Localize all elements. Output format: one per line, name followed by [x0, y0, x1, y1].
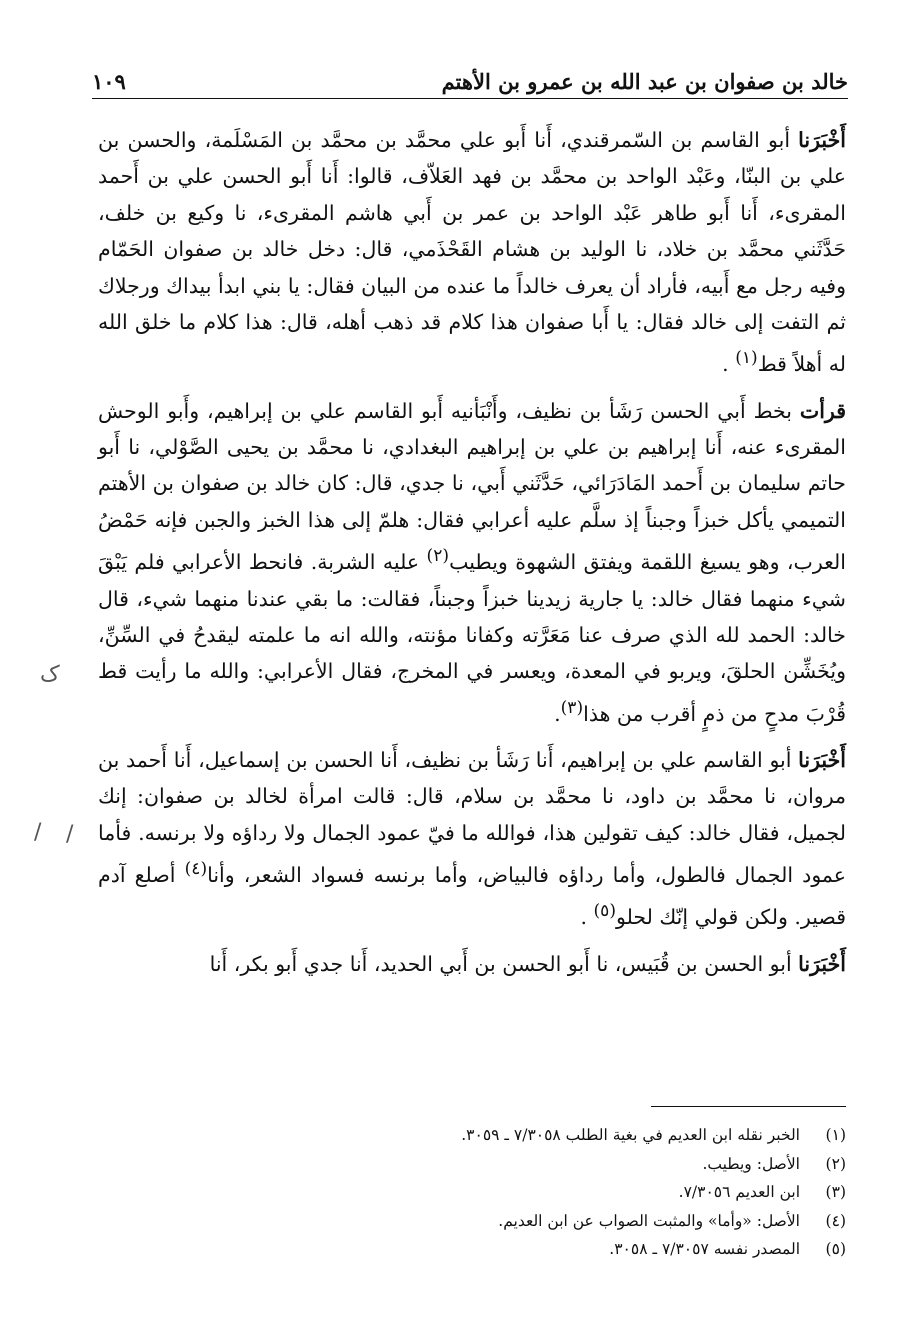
- page-header: [92, 58, 848, 99]
- paragraph-text: أبو القاسم علي بن إبراهيم، أَنا رَشَأ بن نظيف، أَنا الحسن بن إسماعيل، أَنا أَحمد بن مروان، نا محمَّد بن داود، نا محمَّد بن سلام، قال: قالت امرأة لخالد بن صفوان: إنك لجميل، فقال خالد: كيف تقولين هذا، فوالله ما فيّ عمود الجمال ولا رداؤه ولا برنسه. فأما عمود الجمال فالطول، وأما رداؤه فالبياض، وأما برنسه فسواد الشعر، وأنا: [98, 747, 846, 888]
- footnote-item: [98, 1207, 846, 1236]
- footnote-text: الخبر نقله ابن العديم في بغية الطلب ٧/٣٠٥٨ ـ ٣٠٥٩.: [461, 1126, 800, 1144]
- paragraph-text: بخط أَبي الحسن رَشَأ بن نظيف، وأَنْبَأنيه أَبو القاسم علي بن إبراهيم، وأَبو الوحش المقرىء عنه، أَنا إبراهيم بن علي بن إبراهيم البغدادي، نا محمَّد بن يحيى الصَّوْلي، نا أَبو حاتم سليمان بن أَحمد المَادَرَائي، حَدَّثَني أَبي، نا جدي، قال: كان خالد بن صفوان بن الأهتم التميمي يأكل خبزاً وجبناً إذ سلَّم عليه أعرابي فقال: هلمّ إلى هذا الخبز والجبن فإنه حَمْضُ العرب، وهو يسيغ اللقمة ويفتق الشهوة ويطيب: [98, 398, 846, 575]
- paragraph-4: [98, 946, 846, 982]
- footnote-number: (٤): [825, 1211, 846, 1230]
- paragraph-text-continued: عليه الشربة. فانحط الأعرابي فلم يَبْقَ شيء منهما فقال خالد: يا جارية زيدينا خبزاً وجبناً، فقالت: ما بقي عندنا منهما شيء، قال خالد: الحمد لله الذي صرف عنا مَعَرَّته وكفانا مؤنته، والله انه ما علمته ليقدحُ في السِّنِّ، ويُخَشِّن الحلقَ، ويربو في المعدة، ويعسر في المخرج، فقال الأعرابي: والله ما رأيت قط قُرْبَ مدحٍ من ذمٍ أقرب من هذا: [98, 550, 846, 726]
- margin-pencil-mark: /: [34, 820, 42, 845]
- paragraph-end: .: [580, 905, 594, 930]
- footnote-ref: (٢): [426, 546, 450, 567]
- paragraph-end: .: [554, 701, 561, 726]
- paragraph-lead: قرأت: [799, 398, 846, 423]
- paragraph-text: أبو القاسم بن السّمرقندي، أَنا أَبو علي محمَّد بن محمَّد بن المَسْلَمة، والحسن بن علي بن البنّا، وعَبْد الواحد بن محمَّد بن فهد العَلاّف، قالوا: أَنا أَبو الحسن علي بن أَحمد المقرىء، أَنا أَبو طاهر عَبْد الواحد بن عمر بن أَبي هاشم المقرىء، نا وكيع بن خلف، حَدَّثَني محمَّد بن خلاد، نا الوليد بن هشام القَحْذَمي، قال: دخل خالد بن صفوان الحَمّام وفيه رجل مع أَبيه، فأراد أن يعرف خالداً ما عنده من البيان فقال: يا بني ابدأ بيداك ورجلاك ثم التفت إلى خالد فقال: يا أَبا صفوان هذا كلام قد ذهب أهله، قال: هذا كلام ما خلق الله له أهلاً قط: [98, 128, 846, 377]
- footnote-item: [98, 1121, 846, 1150]
- footnote-number: (٥): [825, 1240, 846, 1258]
- main-text: [98, 122, 846, 992]
- footnote-text: الأصل: «وأما» والمثبت الصواب عن ابن العديم.: [498, 1211, 800, 1230]
- footnote-text: ابن العديم ٧/٣٠٥٦.: [678, 1183, 800, 1201]
- paragraph-1: [98, 122, 846, 383]
- footnotes: [98, 1121, 846, 1264]
- footnote-text: الأصل: ويطيب.: [702, 1154, 800, 1173]
- footnote-number: (١): [825, 1126, 846, 1144]
- paragraph-text: أبو الحسن بن قُبَيس، نا أَبو الحسن بن أَبي الحديد، أَنا جدي أَبو بكر، أَنا: [209, 951, 799, 976]
- footnote-item: [98, 1235, 846, 1264]
- paragraph-3: [98, 742, 846, 936]
- footnote-divider: [651, 1106, 846, 1107]
- footnote-item: [98, 1150, 846, 1179]
- paragraph-lead: أَخْبَرَنا: [798, 747, 846, 772]
- page-number: ١٠٩: [92, 69, 126, 94]
- footnote-number: (٢): [825, 1154, 846, 1173]
- footnote-number: (٣): [825, 1183, 846, 1201]
- footnote-item: [98, 1178, 846, 1207]
- footnote-text: المصدر نفسه ٧/٣٠٥٧ ـ ٣٠٥٨.: [609, 1240, 800, 1258]
- paragraph-lead: أَخْبَرَنا: [798, 128, 846, 152]
- running-title: خالد بن صفوان بن عبد الله بن عمرو بن الأهتم: [441, 69, 848, 94]
- footnote-ref: (١): [735, 348, 758, 369]
- footnote-ref: (٤): [184, 859, 208, 880]
- footnote-ref: (٥): [593, 901, 617, 922]
- margin-pencil-mark: /: [66, 822, 74, 847]
- paragraph-lead: أَخْبَرَنا: [798, 951, 846, 976]
- margin-pencil-mark: ک: [40, 662, 60, 687]
- paragraph-2: [98, 393, 846, 732]
- paragraph-end: .: [722, 352, 736, 377]
- footnote-ref: (٣): [560, 697, 584, 718]
- paragraph-text-continued: أصلع آدم قصير. ولكن قولي إنّك لحلو: [98, 863, 846, 930]
